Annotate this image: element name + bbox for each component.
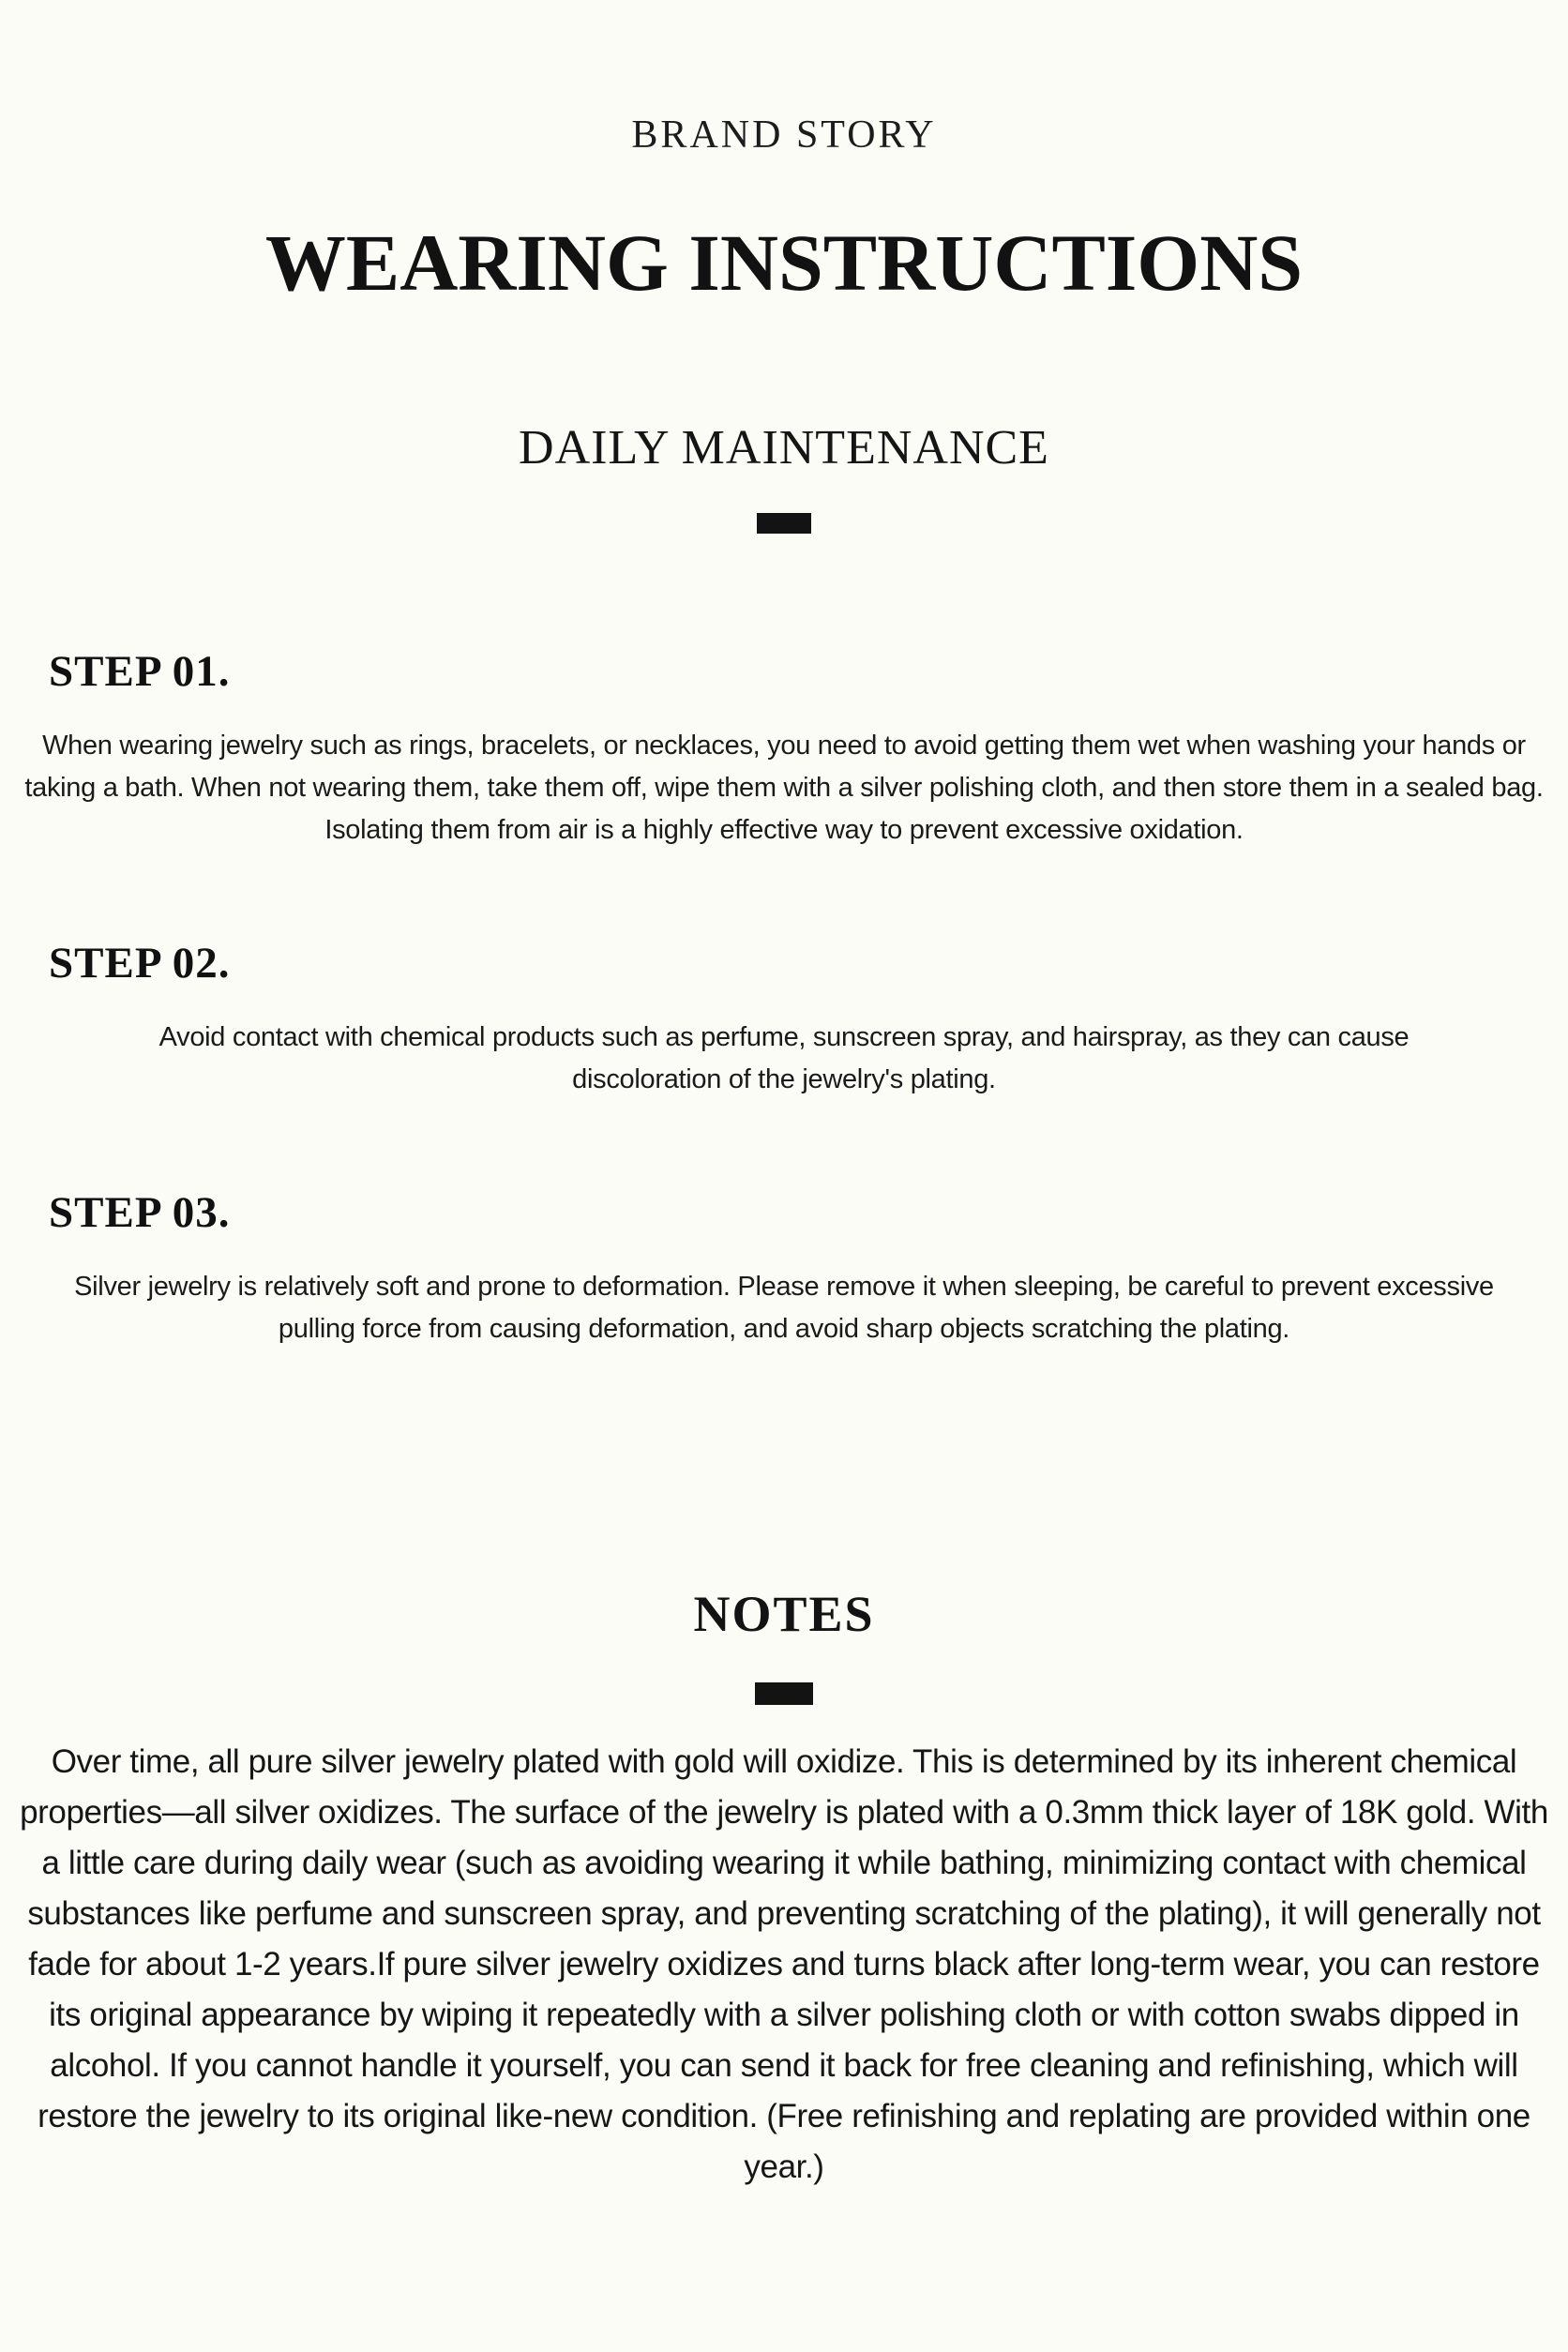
notes-section — [0, 1585, 1568, 2193]
step-01 — [0, 646, 1568, 852]
step-01-label: STEP 01. — [49, 647, 231, 696]
notes-heading: NOTES — [693, 1586, 875, 1642]
step-03 — [0, 1187, 1568, 1350]
divider-bar — [757, 513, 811, 534]
step-01-text: When wearing jewelry such as rings, bracelets, or necklaces, you need to avoid getting them wet when washing your hands or taking a bath. When not wearing them, take them off, wipe them with a silver polishing cloth, and then store them in a sealed bag. Isolating them from air is a highly effective way to prevent excessive oxidation. — [24, 731, 1544, 845]
step-02-label: STEP 02. — [49, 939, 231, 988]
step-03-label: STEP 03. — [49, 1188, 231, 1237]
step-02-text: Avoid contact with chemical products such as perfume, sunscreen spray, and hairspray, as they can cause discoloration of the jewelry's plating. — [158, 1022, 1410, 1094]
daily-maintenance-heading: DAILY MAINTENANCE — [519, 421, 1049, 475]
step-03-text: Silver jewelry is relatively soft and prone to deformation. Please remove it when sleeping, be careful to prevent excessive pulling force from causing deformation, and avoid sharp objects scratching the plating. — [74, 1272, 1494, 1344]
divider-bar — [755, 1682, 813, 1705]
eyebrow-brand-story: BRAND STORY — [631, 113, 937, 157]
page-title: WEARING INSTRUCTIONS — [264, 218, 1304, 308]
notes-text: Over time, all pure silver jewelry plated with gold will oxidize. This is determined by its inherent chemical properties—all silver oxidizes. The surface of the jewelry is plated with a 0.3mm thick layer of 18K gold. With a little care during daily wear (such as avoiding wearing it while bathing, minimizing contact with chemical substances like perfume and sunscreen spray, and preventing scratching of the plating), it will generally not fade for about 1-2 years.If pure silver jewelry oxidizes and turns black after long-term wear, you can restore its original appearance by wiping it repeatedly with a silver polishing cloth or with cotton swabs dipped in alcohol. If you cannot handle it yourself, you can send it back for free cleaning and refinishing, which will restore the jewelry to its original like-new condition. (Free refinishing and replating are provided within one year.) — [20, 1743, 1548, 2185]
step-02 — [0, 938, 1568, 1101]
maintenance-steps — [0, 646, 1568, 1350]
